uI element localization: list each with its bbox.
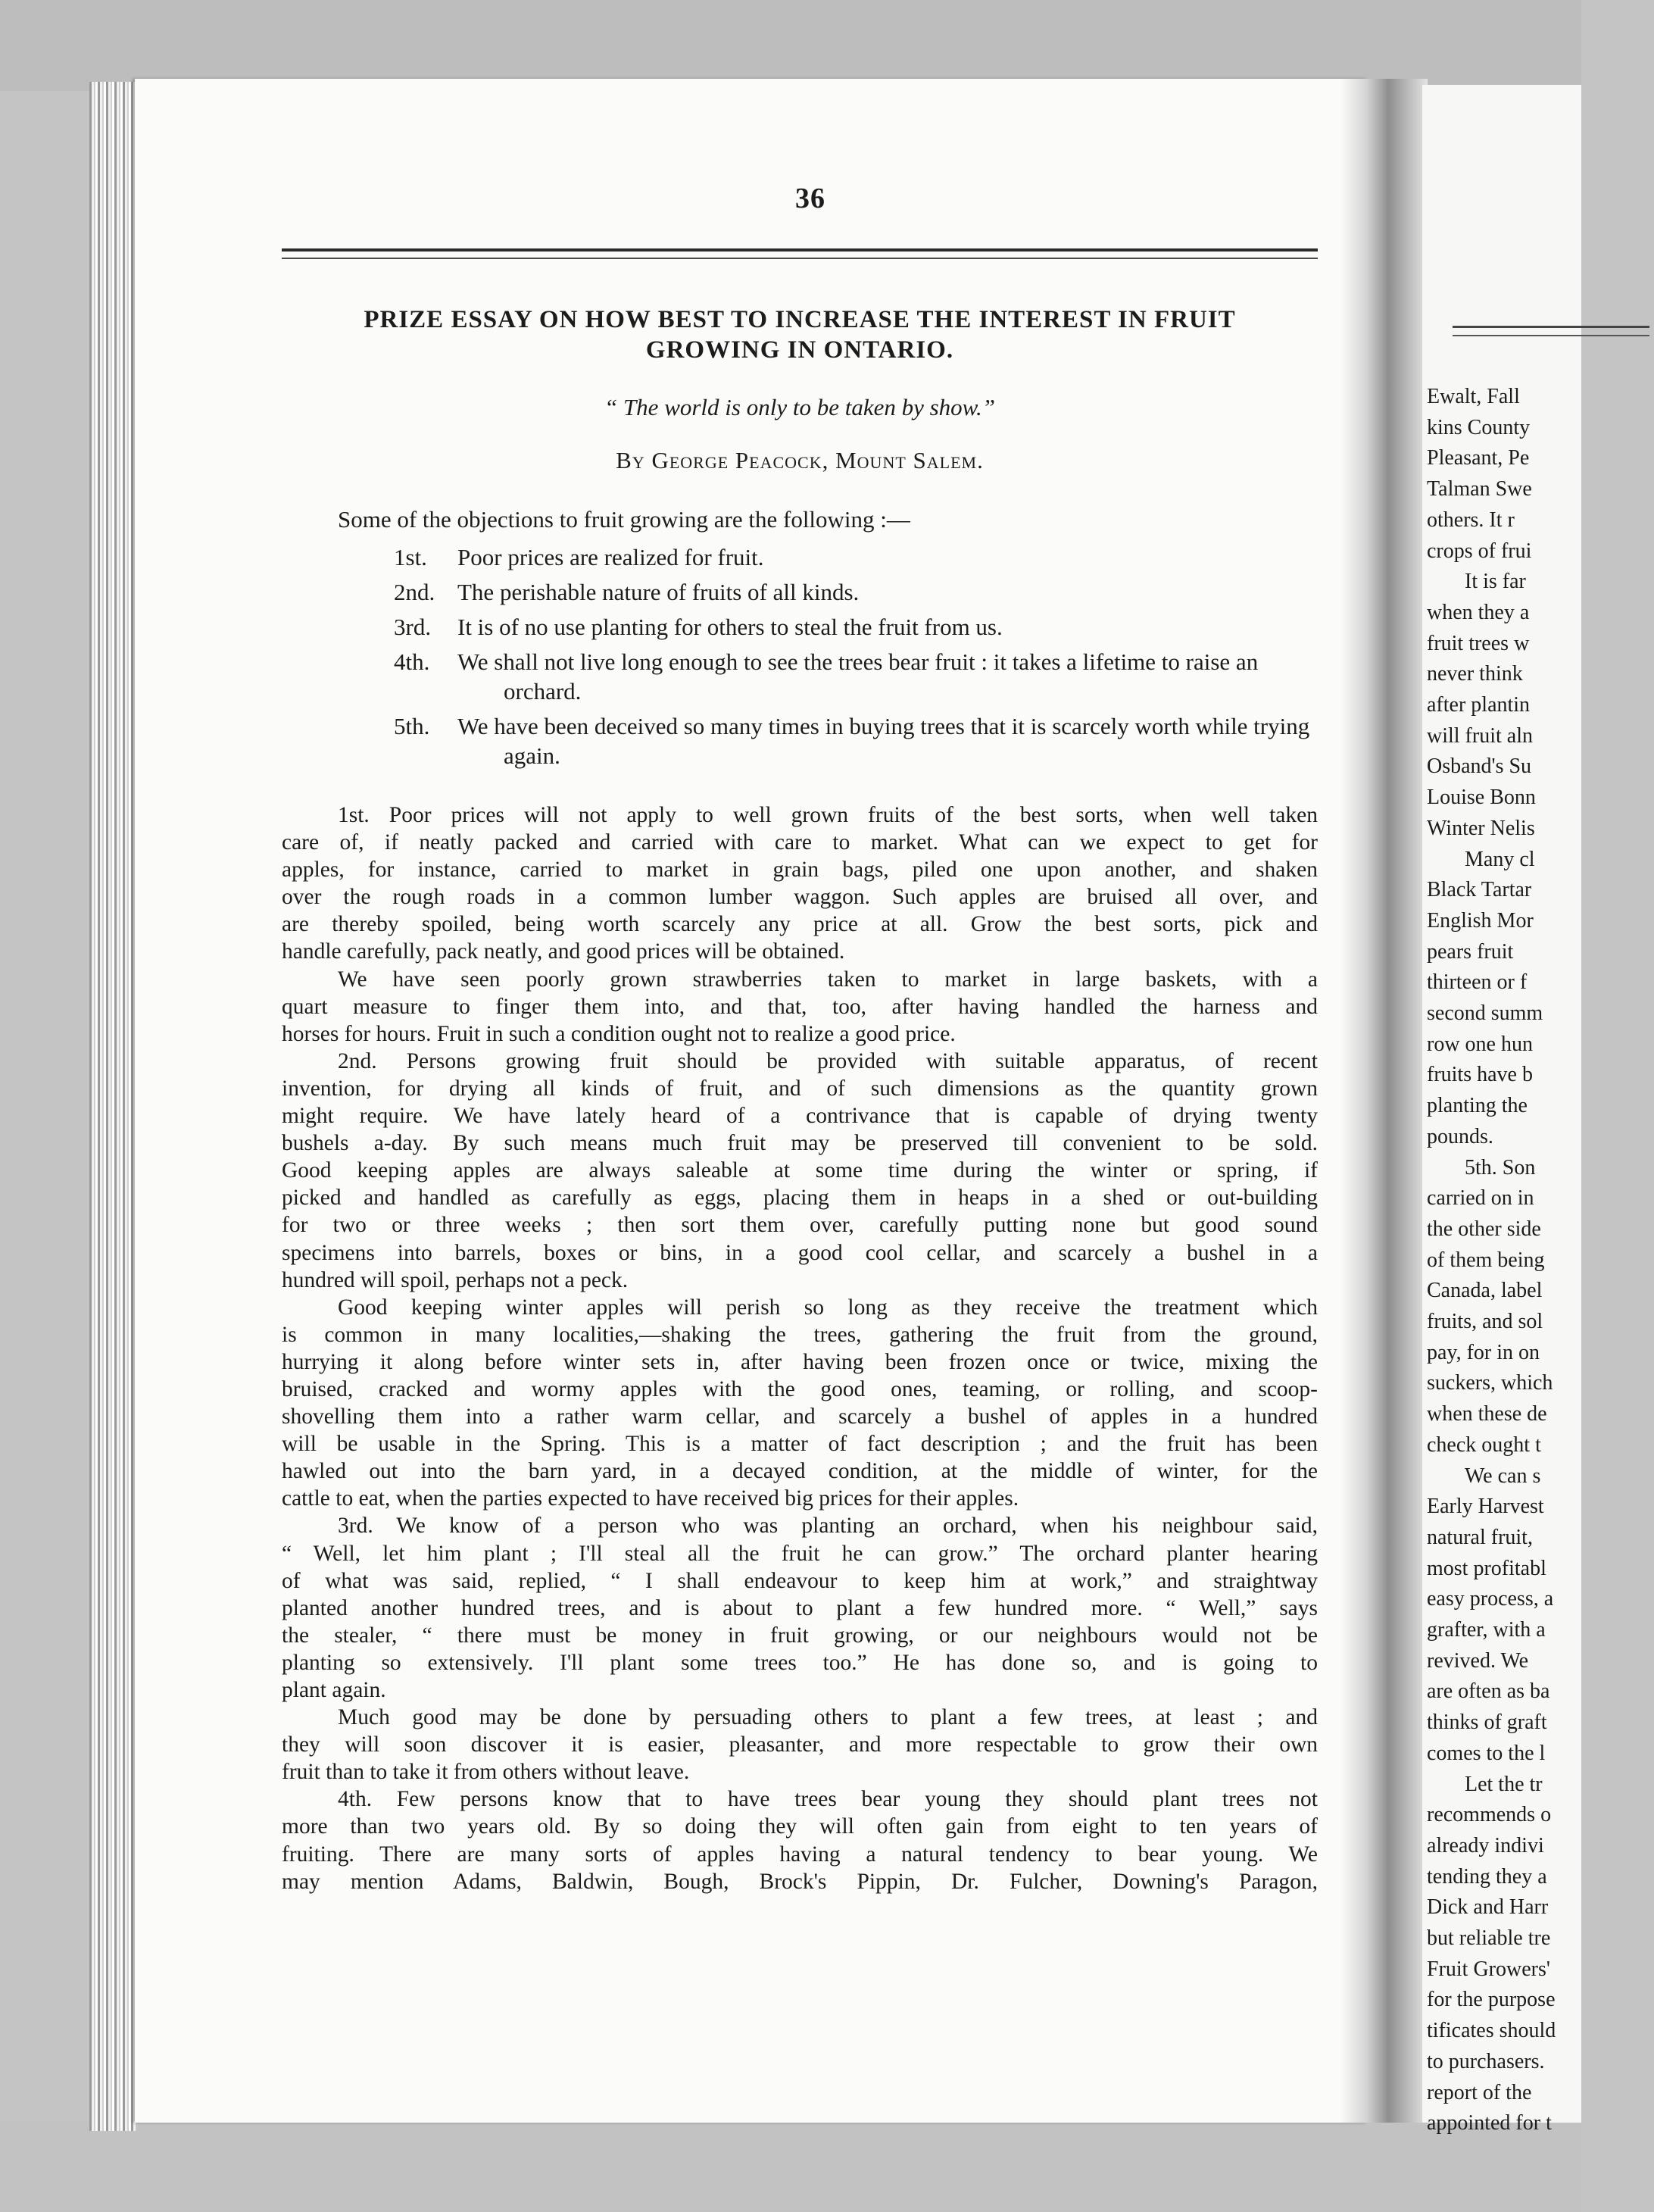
objection-item [394, 647, 1318, 706]
facing-page-line: fruits, and sol [1427, 1310, 1543, 1333]
book-gutter [1340, 79, 1428, 2123]
body-line: might require. We have lately heard of a contrivance that is capable of drying twenty [282, 1104, 1318, 1129]
facing-page-line: planting the [1427, 1094, 1528, 1118]
facing-page-line: fruits have b [1427, 1063, 1533, 1087]
facing-page-line: for the purpose [1427, 1988, 1556, 2012]
facing-page-line: suckers, which [1427, 1371, 1553, 1395]
facing-page-line: of them being [1427, 1248, 1545, 1272]
objections-list [394, 542, 1318, 776]
body-line: planting so extensively. I'll plant some trees too.” He has done so, and is going to [282, 1650, 1318, 1675]
facing-header-rule [1453, 326, 1649, 328]
body-line: horses for hours. Fruit in such a condition ought not to realize a good price. [282, 1021, 956, 1046]
body-line: handle carefully, pack neatly, and good prices will be obtained. [282, 939, 845, 964]
facing-page-line: natural fruit, [1427, 1525, 1533, 1549]
essay-title-line: GROWING IN ONTARIO. [645, 336, 954, 364]
body-line: 2nd. Persons growing fruit should be provided with suitable apparatus, of recent [338, 1048, 1318, 1073]
facing-page-line: Fruit Growers' [1427, 1957, 1550, 1981]
facing-page-line: others. It r [1427, 508, 1515, 532]
facing-page-line: report of the [1427, 2080, 1532, 2104]
body-line: more than two years old. By so doing they will often gain from eight to ten years of [282, 1814, 1318, 1839]
body-line: fruit than to take it from others without leave. [282, 1760, 690, 1785]
facing-page-line: Winter Nelis [1427, 816, 1535, 840]
body-line: picked and handled as carefully as eggs, placing them in heaps in a shed or out-building [282, 1186, 1318, 1211]
body-line: “ Well, let him plant ; I'll steal all the fruit he can grow.” The orchard planter hearing [282, 1541, 1318, 1566]
essay-body [282, 801, 1318, 1895]
facing-page-line: appointed for t [1427, 2111, 1552, 2135]
body-line: bruised, cracked and wormy apples with the good ones, teaming, or rolling, and scoop- [282, 1376, 1318, 1401]
facing-header-rule-thin [1453, 335, 1649, 336]
body-line: are thereby spoiled, being worth scarcely any price at all. Grow the best sorts, pick and [282, 912, 1318, 937]
facing-page-line: pounds. [1427, 1124, 1493, 1148]
facing-page-line: kins County [1427, 415, 1531, 439]
body-line: the stealer, “ there must be money in fruit growing, or our neighbours would not be [282, 1623, 1318, 1648]
body-line: shovelling them into a rather warm cellar, and scarcely a bushel of apples in a hundred [282, 1404, 1318, 1429]
objection-number: 3rd. [394, 614, 432, 640]
facing-page-line: grafter, with a [1427, 1618, 1546, 1642]
body-line: specimens into barrels, boxes or bins, in a good cool cellar, and scarcely a bushel in a [282, 1240, 1318, 1265]
objection-number: 1st. [394, 544, 427, 570]
facing-page-line: Pleasant, Pe [1427, 446, 1530, 470]
facing-page-line: most profitabl [1427, 1556, 1546, 1580]
objection-text: Poor prices are realized for fruit. [457, 544, 764, 570]
body-line: over the rough roads in a common lumber waggon. Such apples are bruised all over, and [282, 885, 1318, 910]
body-line: cattle to eat, when the parties expected to have received big prices for their apples. [282, 1486, 1019, 1511]
facing-page-line: It is far [1465, 570, 1526, 594]
header-rule-thin [282, 258, 1318, 259]
essay-title-line: PRIZE ESSAY ON HOW BEST TO INCREASE THE INTEREST IN FRUIT [364, 306, 1236, 333]
body-line: plant again. [282, 1678, 386, 1702]
facing-page-line: Ewalt, Fall [1427, 385, 1520, 408]
facing-page-line: but reliable tre [1427, 1926, 1551, 1950]
facing-page-line: Osband's Su [1427, 755, 1532, 779]
body-line: quart measure to finger them into, and that, too, after having handled the harness and [282, 994, 1318, 1019]
facing-page-line: easy process, a [1427, 1587, 1554, 1611]
facing-page-line: already indivi [1427, 1833, 1544, 1857]
facing-page-line: pears fruit [1427, 939, 1514, 964]
facing-page-line: will fruit aln [1427, 723, 1533, 748]
facing-page-line: We can s [1465, 1464, 1541, 1488]
facing-page-line: English Mor [1427, 908, 1534, 933]
objection-text: We shall not live long enough to see the trees bear fruit : it takes a lifetime to raise an orchard. [457, 648, 1259, 705]
byline: By George Peacock, Mount Salem. [616, 447, 984, 473]
body-line: 4th. Few persons know that to have trees bear young they should plant trees not [338, 1787, 1318, 1812]
facing-page-line: comes to the l [1427, 1741, 1546, 1765]
body-line: will be usable in the Spring. This is a matter of fact description ; and the fruit has been [282, 1432, 1318, 1457]
facing-page-line: tending they a [1427, 1864, 1547, 1889]
objection-item [394, 542, 1318, 572]
objection-item [394, 577, 1318, 607]
facing-page-line: the other side [1427, 1217, 1541, 1241]
facing-page-line: tificates should [1427, 2019, 1556, 2043]
facing-page-line: second summ [1427, 1001, 1543, 1025]
body-line: is common in many localities,—shaking the trees, gathering the fruit from the ground, [282, 1322, 1318, 1347]
body-line: of what was said, replied, “ I shall endeavour to keep him at work,” and straightway [282, 1568, 1318, 1593]
objection-number: 5th. [394, 713, 430, 739]
facing-page-line: Dick and Harr [1427, 1895, 1549, 1920]
objection-item [394, 711, 1318, 770]
body-line: apples, for instance, carried to market in grain bags, piled one upon another, and shaken [282, 858, 1318, 883]
objection-item [394, 612, 1318, 642]
scan-background-bottom [0, 2121, 1581, 2212]
facing-page-line: Let the tr [1465, 1772, 1543, 1796]
facing-page-line: check ought t [1427, 1432, 1541, 1457]
intro-sentence: Some of the objections to fruit growing are the following :— [338, 506, 910, 533]
facing-page-line: revived. We [1427, 1648, 1529, 1673]
body-line: hawled out into the barn yard, in a decayed condition, at the middle of winter, for the [282, 1459, 1318, 1484]
body-line: 1st. Poor prices will not apply to well grown fruits of the best sorts, when well taken [338, 803, 1318, 827]
body-line: fruiting. There are many sorts of apples having a natural tendency to bear young. We [282, 1842, 1318, 1867]
facing-page-line: fruit trees w [1427, 631, 1530, 655]
facing-page-line: thirteen or f [1427, 970, 1528, 995]
objection-text: We have been deceived so many times in buying trees that it is scarcely worth while trying again. [457, 713, 1310, 769]
facing-page-line: after plantin [1427, 693, 1531, 717]
facing-page-line: row one hun [1427, 1032, 1533, 1056]
scan-background-top [0, 0, 1581, 91]
body-line: for two or three weeks ; then sort them over, carefully putting none but good sound [282, 1213, 1318, 1238]
body-line: Good keeping apples are always saleable at some time during the winter or spring, if [282, 1158, 1318, 1183]
objection-text: It is of no use planting for others to steal the fruit from us. [457, 614, 1003, 640]
facing-page-line: Canada, label [1427, 1279, 1543, 1303]
objection-text: The perishable nature of fruits of all kinds. [457, 579, 860, 605]
facing-page-line: are often as ba [1427, 1679, 1550, 1704]
body-line: hurrying it along before winter sets in, after having been frozen once or twice, mixing the [282, 1349, 1318, 1374]
body-line: Good keeping winter apples will perish so long as they receive the treatment which [338, 1295, 1318, 1320]
facing-page-line: Many cl [1465, 847, 1535, 871]
body-line: Much good may be done by persuading others to plant a few trees, at least ; and [338, 1705, 1318, 1730]
page-number: 36 [795, 183, 825, 214]
body-line: hundred will spoil, perhaps not a peck. [282, 1267, 629, 1292]
facing-page-line: when these de [1427, 1402, 1547, 1426]
facing-page-line: pay, for in on [1427, 1340, 1540, 1364]
objection-number: 4th. [394, 648, 430, 675]
essay-title [282, 305, 1318, 365]
facing-page-line: never think [1427, 662, 1523, 686]
facing-page-line: 5th. Son [1465, 1155, 1536, 1179]
body-line: We have seen poorly grown strawberries taken to market in large baskets, with a [338, 967, 1318, 992]
facing-page-line: Early Harvest [1427, 1495, 1544, 1519]
body-line: planted another hundred trees, and is about to plant a few hundred more. “ Well,” says [282, 1595, 1318, 1620]
body-line: 3rd. We know of a person who was planting an orchard, when his neighbour said, [338, 1514, 1318, 1539]
facing-page-line: carried on in [1427, 1186, 1534, 1211]
header-rule [282, 248, 1318, 252]
body-line: bushels a-day. By such means much fruit may be preserved till convenient to be sold. [282, 1131, 1318, 1156]
facing-page-line: crops of frui [1427, 539, 1532, 563]
facing-page-line: Louise Bonn [1427, 786, 1536, 810]
facing-page-line: to purchasers. [1427, 2049, 1545, 2073]
epigraph: “ The world is only to be taken by show.” [604, 394, 996, 420]
body-line: care of, if neatly packed and carried with care to market. What can we expect to get for [282, 830, 1318, 855]
facing-page-line: recommends o [1427, 1803, 1552, 1827]
facing-page-line: Black Tartar [1427, 878, 1532, 902]
facing-page [1422, 85, 1581, 2135]
book-page-edges [89, 82, 136, 2131]
facing-page-line: when they a [1427, 600, 1530, 624]
body-line: may mention Adams, Baldwin, Bough, Brock's Pippin, Dr. Fulcher, Downing's Paragon, [282, 1869, 1318, 1894]
body-line: they will soon discover it is easier, pleasanter, and more respectable to grow their own [282, 1732, 1318, 1757]
facing-page-line: Talman Swe [1427, 477, 1532, 501]
facing-page-line: thinks of graft [1427, 1711, 1547, 1735]
body-line: invention, for drying all kinds of fruit, and of such dimensions as the quantity grown [282, 1076, 1318, 1101]
objection-number: 2nd. [394, 579, 435, 605]
